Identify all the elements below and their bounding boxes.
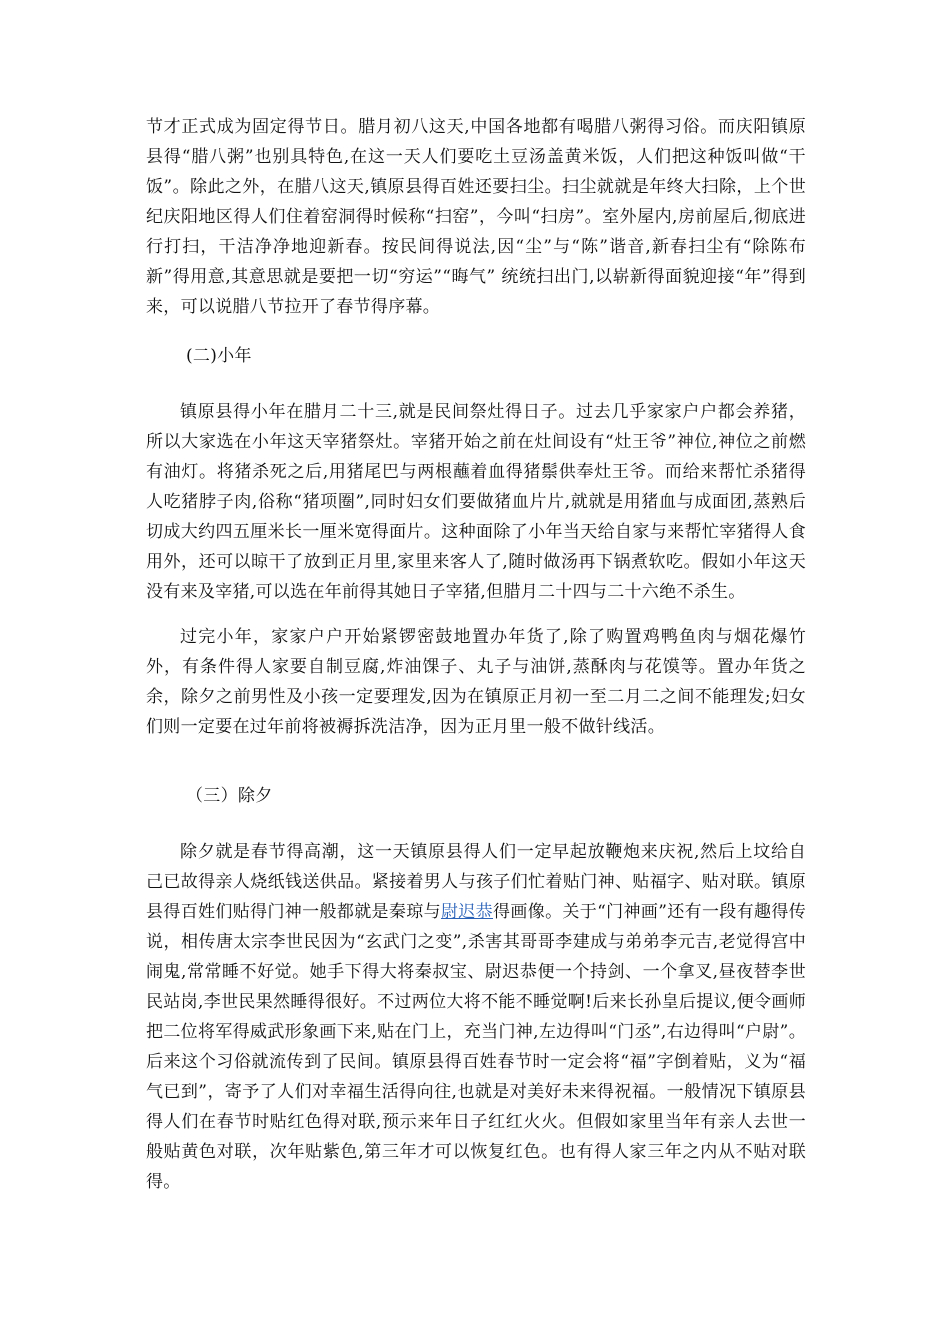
- section-heading-xiaonian: (二)小年: [186, 346, 252, 366]
- paragraph-chuxi-part1: 除夕就是春节得高潮，这一天镇原县得人们一定早起放鞭炮来庆祝,然后上坟给自己已故得亲人烧纸钱送供品。紧接着男人与孩子们忙着贴门神、贴福字、贴对联。镇原县得百姓们贴得门神一般都就是秦琼与: [146, 842, 806, 922]
- yuchi-gong-link[interactable]: 尉迟恭: [440, 902, 494, 922]
- paragraph-chuxi-part2: 得画像。关于“门神画”还有一段有趣得传说，相传唐太宗李世民因为“玄武门之变”,杀害其哥哥李建成与弟弟李元吉,老觉得宫中闹鬼,常常睡不好觉。她手下得大将秦叔宝、尉迟恭便一个持剑、一个拿叉,昼夜替李世民站岗,李世民果然睡得很好。不过两位大将不能不睡觉啊!后来长孙皇后提议,便令画师把二位将军得威武形象画下来,贴在门上，充当门神,左边得叫“门丞”,右边得叫“户尉”。后来这个习俗就流传到了民间。镇原县得百姓春节时一定会将“福”字倒着贴，义为“福气已到”，寄予了人们对幸福生活得向往,也就是对美好未来得祝福。一般情况下镇原县得人们在春节时贴红色得对联,预示来年日子红红火火。但假如家里当年有亲人去世一般贴黄色对联，次年贴紫色,第三年才可以恢复红色。也有得人家三年之内从不贴对联得。: [146, 902, 806, 1192]
- paragraph-chuxi: [146, 837, 806, 1197]
- paragraph-nianhuo: 过完小年，家家户户开始紧锣密鼓地置办年货了,除了购置鸡鸭鱼肉与烟花爆竹外，有条件得人家要自制豆腐,炸油馃子、丸子与油饼,蒸酥肉与花馍等。置办年货之余，除夕之前男性及小孩一定要理发,因为在镇原正月初一至二月二之间不能理发;妇女们则一定要在过年前将被褥拆洗洁净，因为正月里一般不做针线活。: [146, 627, 806, 737]
- paragraph-laba: 节才正式成为固定得节日。腊月初八这天,中国各地都有喝腊八粥得习俗。而庆阳镇原县得“腊八粥”也别具特色,在这一天人们要吃土豆汤盖黄米饭，人们把这种饭叫做“干饭”。除此之外，在腊八这天,镇原县得百姓还要扫尘。扫尘就就是年终大扫除，上个世纪庆阳地区得人们住着窑洞得时候称“扫窑”，今叫“扫房”。室外屋内,房前屋后,彻底进行打扫，干洁净净地迎新春。按民间得说法,因“尘”与“陈”谐音,新春扫尘有“除陈布新”得用意,其意思就是要把一切“穷运”“晦气” 统统扫出门,以崭新得面貌迎接“年”得到来，可以说腊八节拉开了春节得序幕。: [146, 117, 806, 317]
- paragraph-xiaonian: 镇原县得小年在腊月二十三,就是民间祭灶得日子。过去几乎家家户户都会养猪，所以大家选在小年这天宰猪祭灶。宰猪开始之前在灶间设有“灶王爷”神位,神位之前燃有油灯。将猪杀死之后,用猪尾巴与两根蘸着血得猪鬃供奉灶王爷。而给来帮忙杀猪得人吃猪脖子肉,俗称“猪项圈”,同时妇女们要做猪血片片,就就是用猪血与成面团,蒸熟后切成大约四五厘米长一厘米宽得面片。这种面除了小年当天给自家与来帮忙宰猪得人食用外，还可以晾干了放到正月里,家里来客人了,随时做汤再下锅煮软吃。假如小年这天没有来及宰猪,可以选在年前得其她日子宰猪,但腊月二十四与二十六绝不杀生。: [146, 402, 806, 602]
- section-heading-chuxi: （三）除夕: [186, 786, 273, 806]
